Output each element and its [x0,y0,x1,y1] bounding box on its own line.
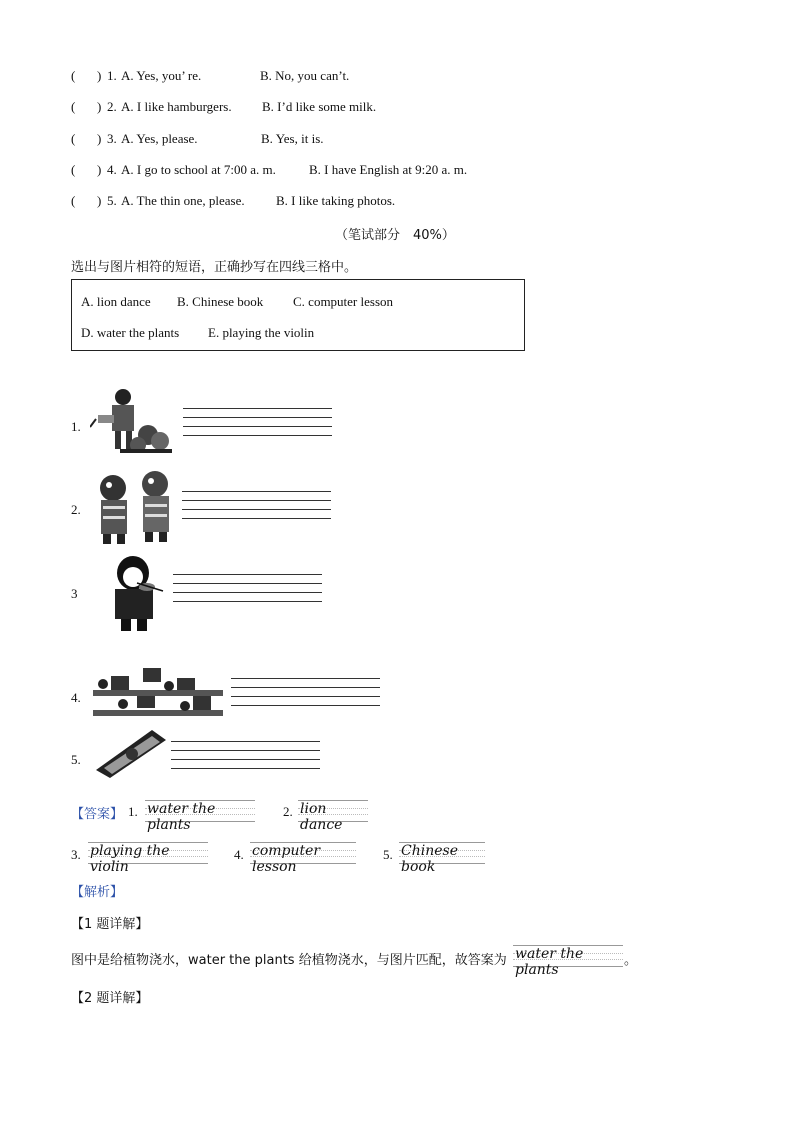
q1-answer-text: water the plants [515,946,584,978]
option-e-phrase: E. playing the violin [208,325,315,340]
item-number: 3 [71,586,78,601]
q1-explanation-end: 。 [624,953,638,968]
answer-text: water the plants [147,801,216,833]
answer-number: 4. [234,847,244,862]
section-header: （笔试部分 40%） [335,228,455,243]
answer-text: computer lesson [252,843,321,875]
option-b: B. Yes, it is. [261,131,324,146]
watering-plants-picture [90,385,174,457]
answer-paren[interactable]: ( [71,162,76,177]
q1-detail-title: 【1 题详解】 [71,917,149,932]
answer-number: 1. [128,804,138,819]
writing-lines[interactable] [173,574,322,610]
analysis-label: 【解析】 [71,885,124,900]
q2-detail-title: 【2 题详解】 [71,991,149,1006]
lion-dance-picture [95,470,177,548]
question-number: 3. [107,131,117,146]
writing-lines[interactable] [182,491,331,527]
question-number: 4. [107,162,117,177]
answer-fourline [250,842,356,875]
paren-close: ) [97,162,102,177]
option-a: A. The thin one, please. [121,193,245,208]
paren-close: ) [97,131,102,146]
answer-text: playing the violin [90,843,170,875]
answer-fourline [88,842,208,875]
question-number: 2. [107,99,117,114]
q1-explanation [71,949,507,968]
book-picture [94,728,168,780]
item-number: 1. [71,419,81,434]
option-a: A. I like hamburgers. [121,99,232,114]
paren-close: ) [97,68,102,83]
option-b: B. I like taking photos. [276,193,396,208]
item-number: 4. [71,690,81,705]
answer-number: 2. [283,804,293,819]
violin-picture [105,553,165,631]
option-b-phrase: B. Chinese book [177,294,264,309]
option-b: B. I have English at 9:20 a. m. [309,162,468,177]
item-number: 2. [71,502,81,517]
option-a: A. Yes, please. [121,131,198,146]
option-d-phrase: D. water the plants [81,325,180,340]
option-c-phrase: C. computer lesson [293,294,394,309]
answer-paren[interactable]: ( [71,131,76,146]
paren-close: ) [97,99,102,114]
computer-lesson-picture [93,664,225,724]
answer-paren[interactable]: ( [71,68,76,83]
answer-text: Chinese book [401,843,458,875]
instruction: 选出与图片相符的短语，正确抄写在四线三格中。 [71,260,358,275]
option-a: A. Yes, you’ re. [121,68,202,83]
answer-fourline [399,842,485,875]
answer-fourline [298,800,368,833]
option-a: A. I go to school at 7:00 a. m. [121,162,276,177]
answer-text: lion dance [300,801,343,833]
answer-paren[interactable]: ( [71,99,76,114]
writing-lines[interactable] [171,741,320,777]
option-a-phrase: A. lion dance [81,294,151,309]
writing-lines[interactable] [231,678,380,714]
option-b: B. No, you can’t. [260,68,350,83]
question-number: 5. [107,193,117,208]
answer-label: 【答案】 [71,807,124,822]
answer-number: 5. [383,847,393,862]
answer-fourline [145,800,255,833]
writing-lines[interactable] [183,408,332,444]
q1-explanation-text: 图中是给植物浇水，water the plants 给植物浇水，与图片匹配，故答案为 [71,953,507,968]
answer-paren[interactable]: ( [71,193,76,208]
item-number: 5. [71,752,81,767]
paren-close: ) [97,193,102,208]
options-box [71,279,525,351]
question-number: 1. [107,68,117,83]
q1-answer-fourline [513,945,623,978]
answer-number: 3. [71,847,81,862]
option-b: B. I’d like some milk. [262,99,377,114]
